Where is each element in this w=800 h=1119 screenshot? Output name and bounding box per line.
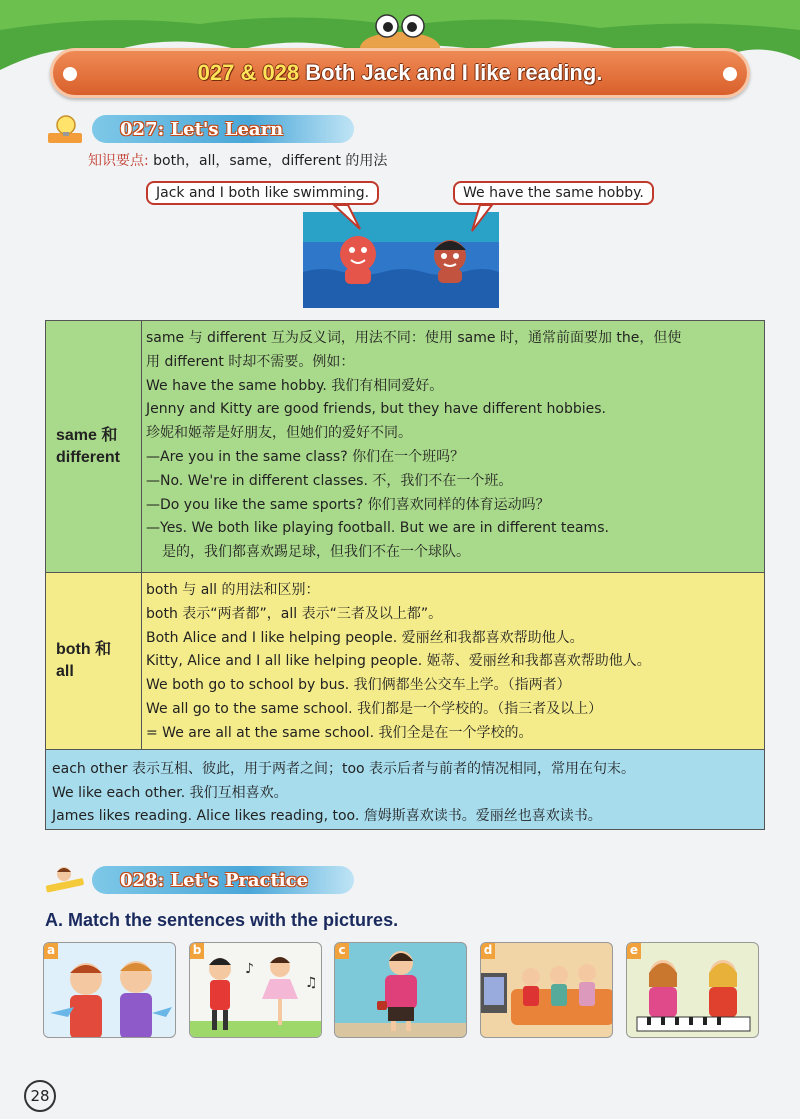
content-line: —No. We're in different classes. 不，我们不在一个班。: [146, 472, 513, 489]
picture-letter: d: [481, 943, 495, 959]
picture-letter: a: [44, 943, 58, 959]
picture-letter: c: [335, 943, 349, 959]
svg-text:♫: ♫: [305, 975, 318, 991]
row-each-other: [46, 750, 764, 829]
task-a-instruction: A. Match the sentences with the pictures.: [45, 910, 399, 930]
content-line: —Are you in the same class? 你们在一个班吗？: [146, 448, 465, 465]
speech-bubble-right: We have the same hobby.: [453, 181, 654, 205]
label-line: different: [56, 448, 120, 466]
picture-e[interactable]: [626, 942, 759, 1038]
section-title-learn: 027: Let's Learn: [120, 118, 284, 140]
picture-b[interactable]: [189, 942, 322, 1038]
bubble-tail-left: [332, 203, 362, 233]
content-line: Both Alice and I like helping people. 爱丽丝和我都喜欢帮助他人。: [146, 629, 584, 646]
picture-letter: e: [627, 943, 641, 959]
content-line: We both go to school by bus. 我们俩都坐公交车上学。（指两者）: [146, 677, 571, 694]
label-line: both 和: [56, 641, 112, 658]
bubble-tail-right: [470, 203, 500, 233]
row-both-all: [46, 573, 764, 750]
key-point-text: both，all，same，different 的用法: [153, 153, 388, 169]
label-line: same 和: [56, 426, 118, 444]
lightbulb-book-icon: [46, 113, 86, 147]
content-line: We all go to the same school. 我们都是一个学校的。（指三者及以上）: [146, 700, 603, 717]
key-point-label: 知识要点:: [88, 153, 149, 169]
content-line: = We are all at the same school. 我们全是在一个学校的。: [146, 724, 533, 741]
speech-bubble-left: Jack and I both like swimming.: [146, 181, 379, 205]
content-line: each other 表示互相、彼此，用于两者之间；too 表示后者与前者的情况相同，常用在句末。: [52, 761, 636, 777]
row-content-both-all: [146, 579, 756, 746]
content-line: We have the same hobby. 我们有相同爱好。: [146, 377, 444, 394]
content-line: Jenny and Kitty are good friends, but they have different hobbies.: [146, 401, 606, 418]
girls-playing-piano-illustration: [627, 943, 759, 1038]
banner-dot-right: [723, 67, 737, 81]
label-line: all: [56, 663, 74, 680]
content-line: same 与 different 互为反义词，用法不同：使用 same 时，通常前面要加 the，但使: [146, 330, 682, 346]
content-line: both 与 all 的用法和区别：: [146, 582, 320, 598]
content-line: —Yes. We both like playing football. But we are in different teams.: [146, 520, 609, 537]
content-line: 珍妮和姬蒂是好朋友，但她们的爱好不同。: [146, 425, 412, 442]
content-line: —Do you like the same sports? 你们喜欢同样的体育运动吗？: [146, 496, 550, 513]
pencil-kid-icon: [44, 862, 88, 896]
boys-with-planes-illustration: [44, 943, 176, 1038]
grammar-table: [45, 320, 765, 830]
content-line: Kitty, Alice and I all like helping people. 姬蒂、爱丽丝和我都喜欢帮助他人。: [146, 653, 651, 670]
content-line: 是的，我们都喜欢踢足球，但我们不在一个球队。: [162, 544, 470, 561]
kids-watching-tv-illustration: [481, 943, 613, 1038]
picture-a[interactable]: [43, 942, 176, 1038]
section-header-practice: [92, 866, 354, 894]
content-line: both 表示“两者都”，all 表示“三者及以上都”。: [146, 605, 443, 622]
content-line: We like each other. 我们互相喜欢。: [52, 784, 288, 801]
picture-d[interactable]: [480, 942, 613, 1038]
section-header-learn: [92, 115, 354, 143]
page-title: [198, 60, 603, 86]
title-banner: [50, 48, 750, 98]
lesson-number: 027 & 028: [197, 60, 300, 85]
row-same-different: [46, 321, 764, 573]
content-line: James likes reading. Alice likes reading, too. 詹姆斯喜欢读书。爱丽丝也喜欢读书。: [52, 808, 602, 824]
singing-dancing-girls-illustration: [190, 943, 322, 1038]
row-label-same-different: [46, 321, 142, 572]
woman-with-purse-illustration: [335, 943, 467, 1038]
lesson-title: Both Jack and I like reading.: [305, 60, 603, 85]
row-label-both-all: [46, 573, 142, 749]
row-content-same-different: [146, 327, 756, 565]
svg-text:♪: ♪: [245, 961, 254, 977]
section-title-practice: 028: Let's Practice: [120, 869, 309, 891]
content-line: 用 different 时却不需要。例如：: [146, 353, 355, 370]
key-point: [88, 150, 387, 170]
picture-letter: b: [190, 943, 204, 959]
row-content-each-other: [52, 758, 758, 829]
picture-c[interactable]: [334, 942, 467, 1038]
banner-dot-left: [63, 67, 77, 81]
page-number: 28: [24, 1080, 56, 1112]
